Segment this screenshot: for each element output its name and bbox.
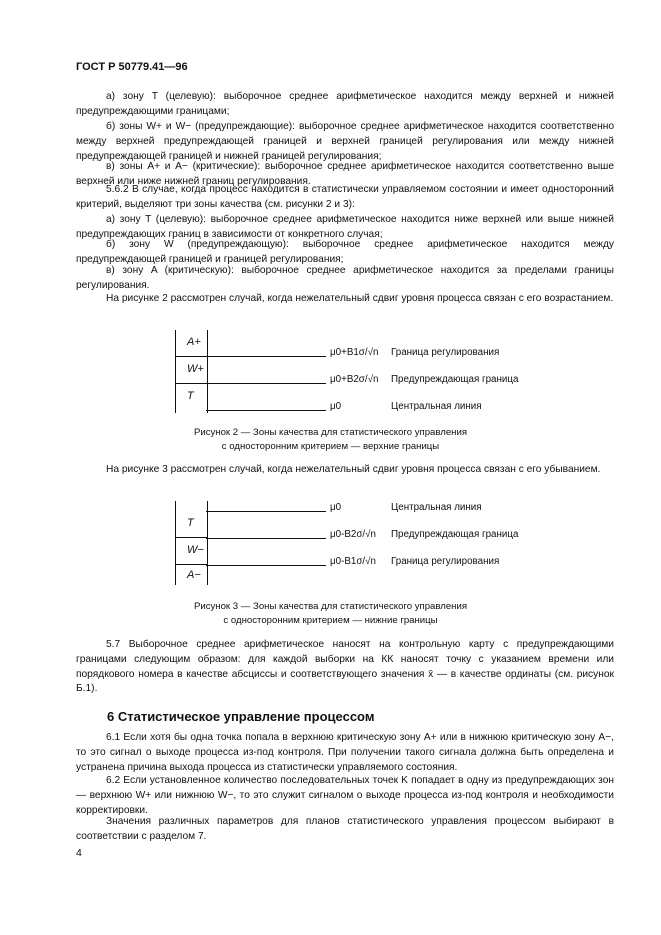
warning-limit-line <box>206 538 326 539</box>
paragraph-5-6-2: 5.6.2 В случае, когда процесс находится в статистически управляемом состоянии и имеет односторонний критерий, выделяют три зоны качества (см. рисунки 2 и 3): <box>76 184 614 210</box>
paragraph-6-1: 6.1 Если хотя бы одна точка попала в верхнюю критическую зону A+ или в нижнюю критическую зону A−, то это сигнал о выходе процесса из-под контроля. При получении такого сигнала должна быть определена и устранена причина выхода процесса из статистически управляемого состояния. <box>76 732 614 773</box>
page-number: 4 <box>76 847 82 859</box>
zone-w-minus <box>176 538 207 565</box>
zone-column <box>175 330 208 413</box>
zone-label: W+ <box>187 363 204 375</box>
paragraph-one-sided-a: в) зону A (критическую): выборочное среднее арифметическое находится за пределами границы регулирования. <box>76 265 614 291</box>
zone-label: A− <box>187 569 201 581</box>
figure-3 <box>0 495 661 590</box>
zone-a-plus <box>176 330 207 357</box>
caption-line: с односторонним критерием — верхние границы <box>221 440 440 452</box>
caption-line: с односторонним критерием — нижние границы <box>223 614 438 626</box>
paragraph-zone-t: а) зону T (целевую): выборочное среднее арифметическое находится между верхней и нижней предупреждающими границами; <box>76 91 614 117</box>
figure-2-caption <box>0 426 661 454</box>
paragraph-one-sided-t: а) зону T (целевую): выборочное среднее арифметическое находится ниже верхней или выше нижней предупреждающих границ в зависимости от конкретного случая; <box>76 214 614 240</box>
figure-3-caption <box>0 600 661 628</box>
zone-label: A+ <box>187 336 201 348</box>
document-header: ГОСТ Р 50779.41—96 <box>76 61 188 73</box>
zone-a-minus <box>176 565 207 585</box>
center-line <box>206 511 326 512</box>
paragraph-zones-w: б) зоны W+ и W− (предупреждающие): выборочное среднее арифметическое находится соответственно между верхней предупреждающей границей и верхней границей регулирования или между нижней предупреждающей границей и нижней границей регулирования; <box>76 121 614 162</box>
zone-label: T <box>187 390 194 402</box>
caption-line: Рисунок 3 — Зоны качества для статистического управления <box>193 601 468 612</box>
label-control-limit: Граница регулирования <box>391 556 500 567</box>
label-center-line: Центральная линия <box>391 502 482 513</box>
paragraph-zones-a: в) зоны A+ и A− (критические): выборочное среднее арифметическое находится соответственно выше верхней или ниже нижней границ регулирования. <box>76 161 614 187</box>
formula-control: μ0+B1σ/√n <box>330 347 379 358</box>
formula-control: μ0-B1σ/√n <box>330 556 376 567</box>
zone-t <box>176 511 207 538</box>
zone-w-plus <box>176 357 207 384</box>
figure-2 <box>0 320 661 420</box>
formula-center: μ0 <box>330 502 342 513</box>
zone-label: W− <box>187 544 204 556</box>
formula-warning: μ0+B2σ/√n <box>330 374 379 385</box>
caption-line: Рисунок 2 — Зоны качества для статистического управления <box>193 427 468 438</box>
control-limit-line <box>206 565 326 566</box>
zone-label: T <box>187 517 194 529</box>
formula-center: μ0 <box>330 401 342 412</box>
center-line <box>206 410 326 411</box>
paragraph-figure3-intro: На рисунке 3 рассмотрен случай, когда нежелательный сдвиг уровня процесса связан с его убыванием. <box>106 464 601 475</box>
paragraph-section7-ref: Значения различных параметров для планов статистического управления процессом выбирают в соответствии с разделом 7. <box>76 816 614 842</box>
zone-column <box>175 501 208 585</box>
label-warning-limit: Предупреждающая граница <box>391 529 519 540</box>
control-limit-line <box>206 356 326 357</box>
formula-warning: μ0-B2σ/√n <box>330 529 376 540</box>
paragraph-one-sided-w: б) зону W (предупреждающую): выборочное среднее арифметическое находится между предупреждающей границей и границей регулирования; <box>76 239 614 265</box>
paragraph-5-7: 5.7 Выборочное среднее арифметическое наносят на контрольную карту с предупреждающими границами следующим образом: для каждой выборки на КК наносят точку с указанием времени или порядкового номера в качестве абсциссы и соответствующего значения x̄ — в качестве ординаты (см. рисунок Б.1). <box>76 639 614 695</box>
section-6-title: 6 Статистическое управление процессом <box>107 709 375 724</box>
zone-t <box>176 384 207 410</box>
warning-limit-line <box>206 383 326 384</box>
paragraph-figure2-intro: На рисунке 2 рассмотрен случай, когда нежелательный сдвиг уровня процесса связан с его возрастанием. <box>106 293 614 304</box>
label-warning-limit: Предупреждающая граница <box>391 374 519 385</box>
label-center-line: Центральная линия <box>391 401 482 412</box>
paragraph-6-2: 6.2 Если установленное количество последовательных точек K попадает в одну из предупреждающих зон — верхнюю W+ или нижнюю W−, то это служит сигналом о выходе процесса из-под контроля и необходимости корректировки. <box>76 775 614 816</box>
label-control-limit: Граница регулирования <box>391 347 500 358</box>
